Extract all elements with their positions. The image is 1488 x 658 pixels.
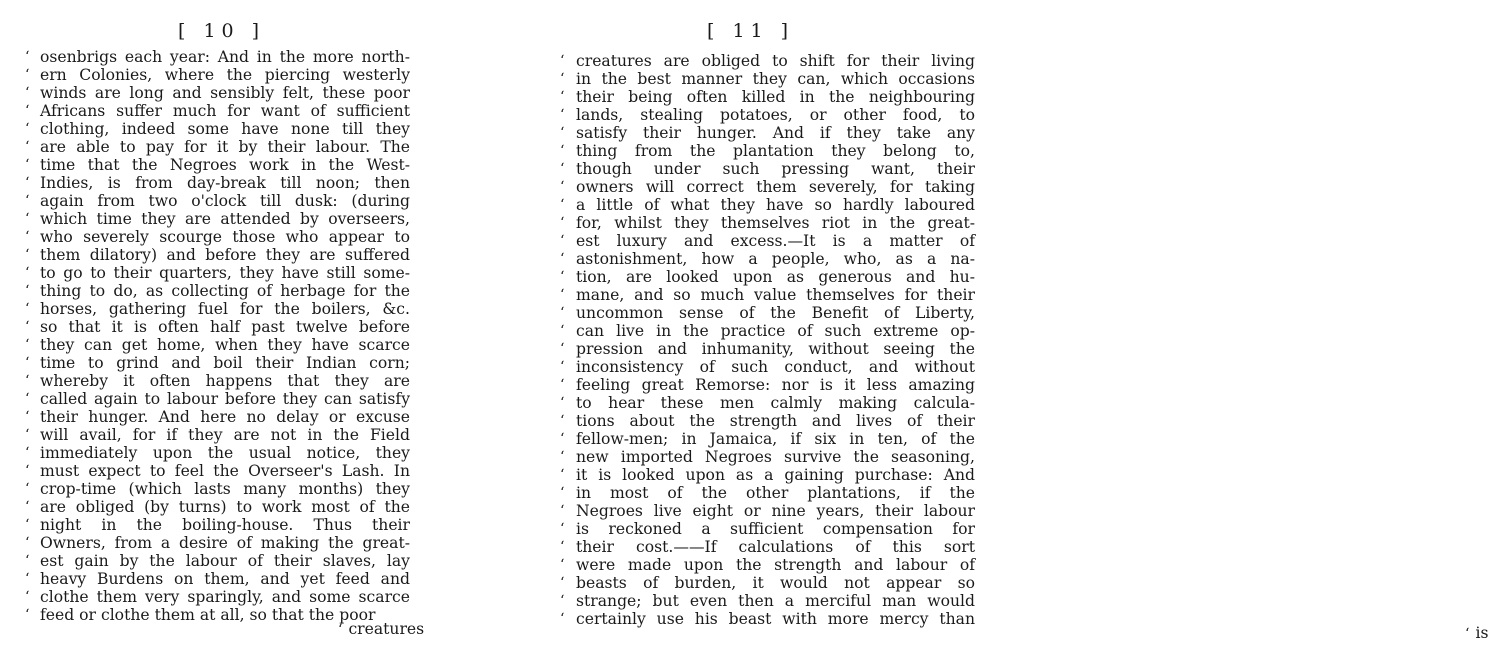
quote-mark: ‘ xyxy=(25,427,30,444)
line-text: owners will correct them severely, for taking xyxy=(576,178,975,197)
line-text: thing to do, as collecting of herbage for the xyxy=(40,282,410,301)
right-catchword-quote-mark: ‘ xyxy=(1465,626,1470,642)
quote-mark: ‘ xyxy=(25,373,30,390)
line-text: winds are long and sensibly felt, these poor xyxy=(40,84,410,103)
quote-mark: ‘ xyxy=(25,481,30,498)
line-text: in the best manner they can, which occasions xyxy=(576,70,975,89)
line-text: will avail, for if they are not in the Field xyxy=(40,426,410,445)
line-text: heavy Burdens on them, and yet feed and xyxy=(40,570,410,589)
quote-mark: ‘ xyxy=(560,359,565,376)
quote-mark: ‘ xyxy=(25,553,30,570)
quote-mark: ‘ xyxy=(25,85,30,102)
quote-mark: ‘ xyxy=(25,229,30,246)
line-text: whereby it often happens that they are xyxy=(40,372,410,391)
quote-mark: ‘ xyxy=(560,467,565,484)
quote-mark: ‘ xyxy=(560,215,565,232)
line-text: satisfy their hunger. And if they take any xyxy=(576,124,975,143)
line-text: est luxury and excess.—It is a matter of xyxy=(576,232,975,251)
quote-mark: ‘ xyxy=(25,193,30,210)
line-text: horses, gathering fuel for the boilers, &c. xyxy=(40,300,410,319)
quote-mark: ‘ xyxy=(560,287,565,304)
line-text: they can get home, when they have scarce xyxy=(40,336,410,355)
quote-mark: ‘ xyxy=(25,139,30,156)
line-text: can live in the practice of such extreme op- xyxy=(576,322,975,341)
quote-mark: ‘ xyxy=(560,413,565,430)
line-text: creatures are obliged to shift for their living xyxy=(576,52,975,70)
quote-mark: ‘ xyxy=(560,53,565,69)
right-catchword: is xyxy=(1475,624,1488,642)
line-text: called again to labour before they can satisfy xyxy=(40,390,410,409)
line-text: is reckoned a sufficient compensation for xyxy=(576,520,975,539)
line-text: their being often killed in the neighbouring xyxy=(576,88,975,107)
line-text: so that it is often half past twelve before xyxy=(40,318,410,337)
quote-mark: ‘ xyxy=(25,103,30,120)
quote-mark: ‘ xyxy=(560,611,565,628)
quote-mark: ‘ xyxy=(25,175,30,192)
quote-mark: ‘ xyxy=(560,431,565,448)
line-text: est gain by the labour of their slaves, lay xyxy=(40,552,410,571)
line-text: who severely scourge those who appear to xyxy=(40,228,410,247)
quote-mark: ‘ xyxy=(560,341,565,358)
line-text: their hunger. And here no delay or excuse xyxy=(40,408,410,427)
quote-mark: ‘ xyxy=(560,269,565,286)
line-text: to go to their quarters, they have still some- xyxy=(40,264,410,283)
quote-mark: ‘ xyxy=(560,557,565,574)
quote-mark: ‘ xyxy=(560,377,565,394)
line-text: were made upon the strength and labour of xyxy=(576,556,975,575)
line-text: Africans suffer much for want of sufficient xyxy=(40,102,410,121)
quote-mark: ‘ xyxy=(25,265,30,282)
line-text: their cost.——If calculations of this sort xyxy=(576,538,975,557)
line-text: tions about the strength and lives of their xyxy=(576,412,975,431)
line-text: mane, and so much value themselves for their xyxy=(576,286,975,305)
quote-mark: ‘ xyxy=(25,607,30,624)
quote-mark: ‘ xyxy=(560,449,565,466)
line-text: a little of what they have so hardly laboured xyxy=(576,196,975,215)
line-text: fellow-men; in Jamaica, if six in ten, of the xyxy=(576,430,975,449)
line-text: it is looked upon as a gaining purchase: And xyxy=(576,466,975,485)
left-catchword-line xyxy=(338,620,424,639)
quote-mark: ‘ xyxy=(560,485,565,502)
line-text: time to grind and boil their Indian corn; xyxy=(40,354,410,373)
line-text: though under such pressing want, their xyxy=(576,160,975,179)
line-text: in most of the other plantations, if the xyxy=(576,484,975,503)
line-text: immediately upon the usual notice, they xyxy=(40,444,410,463)
quote-mark: ‘ xyxy=(560,593,565,610)
line-text: to hear these men calmly making calcula- xyxy=(576,394,975,413)
quote-mark: ‘ xyxy=(560,89,565,106)
quote-mark: ‘ xyxy=(25,283,30,300)
quote-mark: ‘ xyxy=(25,211,30,228)
quote-mark: ‘ xyxy=(560,233,565,250)
quote-mark: ‘ xyxy=(25,463,30,480)
line-text: Negroes live eight or nine years, their labour xyxy=(576,502,975,521)
quote-mark: ‘ xyxy=(560,125,565,142)
line-text: Owners, from a desire of making the great- xyxy=(40,534,410,553)
line-text: are obliged (by turns) to work most of the xyxy=(40,498,410,517)
left-catchword-quote-mark: ‘ xyxy=(338,622,343,638)
quote-mark: ‘ xyxy=(560,143,565,160)
line-text: new imported Negroes survive the seasoning, xyxy=(576,448,975,467)
quote-mark: ‘ xyxy=(560,251,565,268)
quote-mark: ‘ xyxy=(25,157,30,174)
quote-mark: ‘ xyxy=(560,305,565,322)
line-text: feed or clothe them at all, so that the poor xyxy=(40,606,376,625)
quote-mark: ‘ xyxy=(560,197,565,214)
quote-mark: ‘ xyxy=(560,395,565,412)
quote-mark: ‘ xyxy=(25,589,30,606)
line-text: uncommon sense of the Benefit of Liberty, xyxy=(576,304,975,323)
line-text: certainly use his beast with more mercy than xyxy=(576,610,975,629)
quote-mark: ‘ xyxy=(25,499,30,516)
quote-mark: ‘ xyxy=(560,323,565,340)
quote-mark: ‘ xyxy=(560,161,565,178)
line-text: again from two o'clock till dusk: (during xyxy=(40,192,410,211)
quote-mark: ‘ xyxy=(560,503,565,520)
quote-mark: ‘ xyxy=(560,71,565,88)
line-text: clothing, indeed some have none till they xyxy=(40,120,410,139)
line-text: are able to pay for it by their labour. The xyxy=(40,138,410,157)
line-text: thing from the plantation they belong to, xyxy=(576,142,975,161)
line-text: night in the boiling-house. Thus their xyxy=(40,516,410,535)
line-text: for, whilst they themselves riot in the great- xyxy=(576,214,975,233)
line-text: osenbrigs each year: And in the more north- xyxy=(40,48,410,66)
line-text: must expect to feel the Overseer's Lash. In xyxy=(40,462,410,481)
quote-mark: ‘ xyxy=(25,517,30,534)
quote-mark: ‘ xyxy=(25,301,30,318)
line-text: beasts of burden, it would not appear so xyxy=(576,574,975,593)
line-text: feeling great Remorse: nor is it less amazing xyxy=(576,376,975,395)
quote-mark: ‘ xyxy=(25,355,30,372)
quote-mark: ‘ xyxy=(25,121,30,138)
line-text: lands, stealing potatoes, or other food, to xyxy=(576,106,975,125)
quote-mark: ‘ xyxy=(25,49,30,65)
quote-mark: ‘ xyxy=(560,107,565,124)
quote-mark: ‘ xyxy=(560,179,565,196)
line-text: clothe them very sparingly, and some scarce xyxy=(40,588,410,607)
left-catchword: creatures xyxy=(348,620,425,638)
line-text: them dilatory) and before they are suffered xyxy=(40,246,410,265)
quote-mark: ‘ xyxy=(25,67,30,84)
right-page-number: [ 11 ] xyxy=(707,20,795,42)
line-text: ern Colonies, where the piercing westerly xyxy=(40,66,410,85)
quote-mark: ‘ xyxy=(560,539,565,556)
quote-mark: ‘ xyxy=(560,575,565,592)
line-text: tion, are looked upon as generous and hu- xyxy=(576,268,975,287)
line-text: crop-time (which lasts many months) they xyxy=(40,480,410,499)
line-text: Indies, is from day-break till noon; then xyxy=(40,174,410,193)
line-text: inconsistency of such conduct, and without xyxy=(576,358,975,377)
quote-mark: ‘ xyxy=(25,319,30,336)
line-text: which time they are attended by overseers, xyxy=(40,210,410,229)
quote-mark: ‘ xyxy=(560,521,565,538)
quote-mark: ‘ xyxy=(25,409,30,426)
line-text: astonishment, how a people, who, as a na- xyxy=(576,250,975,269)
left-page-number: [ 10 ] xyxy=(178,20,266,42)
line-text: strange; but even then a merciful man would xyxy=(576,592,975,611)
quote-mark: ‘ xyxy=(25,445,30,462)
line-text: time that the Negroes work in the West- xyxy=(40,156,410,175)
quote-mark: ‘ xyxy=(25,391,30,408)
quote-mark: ‘ xyxy=(25,247,30,264)
quote-mark: ‘ xyxy=(25,535,30,552)
quote-mark: ‘ xyxy=(25,337,30,354)
quote-mark: ‘ xyxy=(25,571,30,588)
line-text: pression and inhumanity, without seeing the xyxy=(576,340,975,359)
right-catchword-line xyxy=(1465,624,1488,643)
